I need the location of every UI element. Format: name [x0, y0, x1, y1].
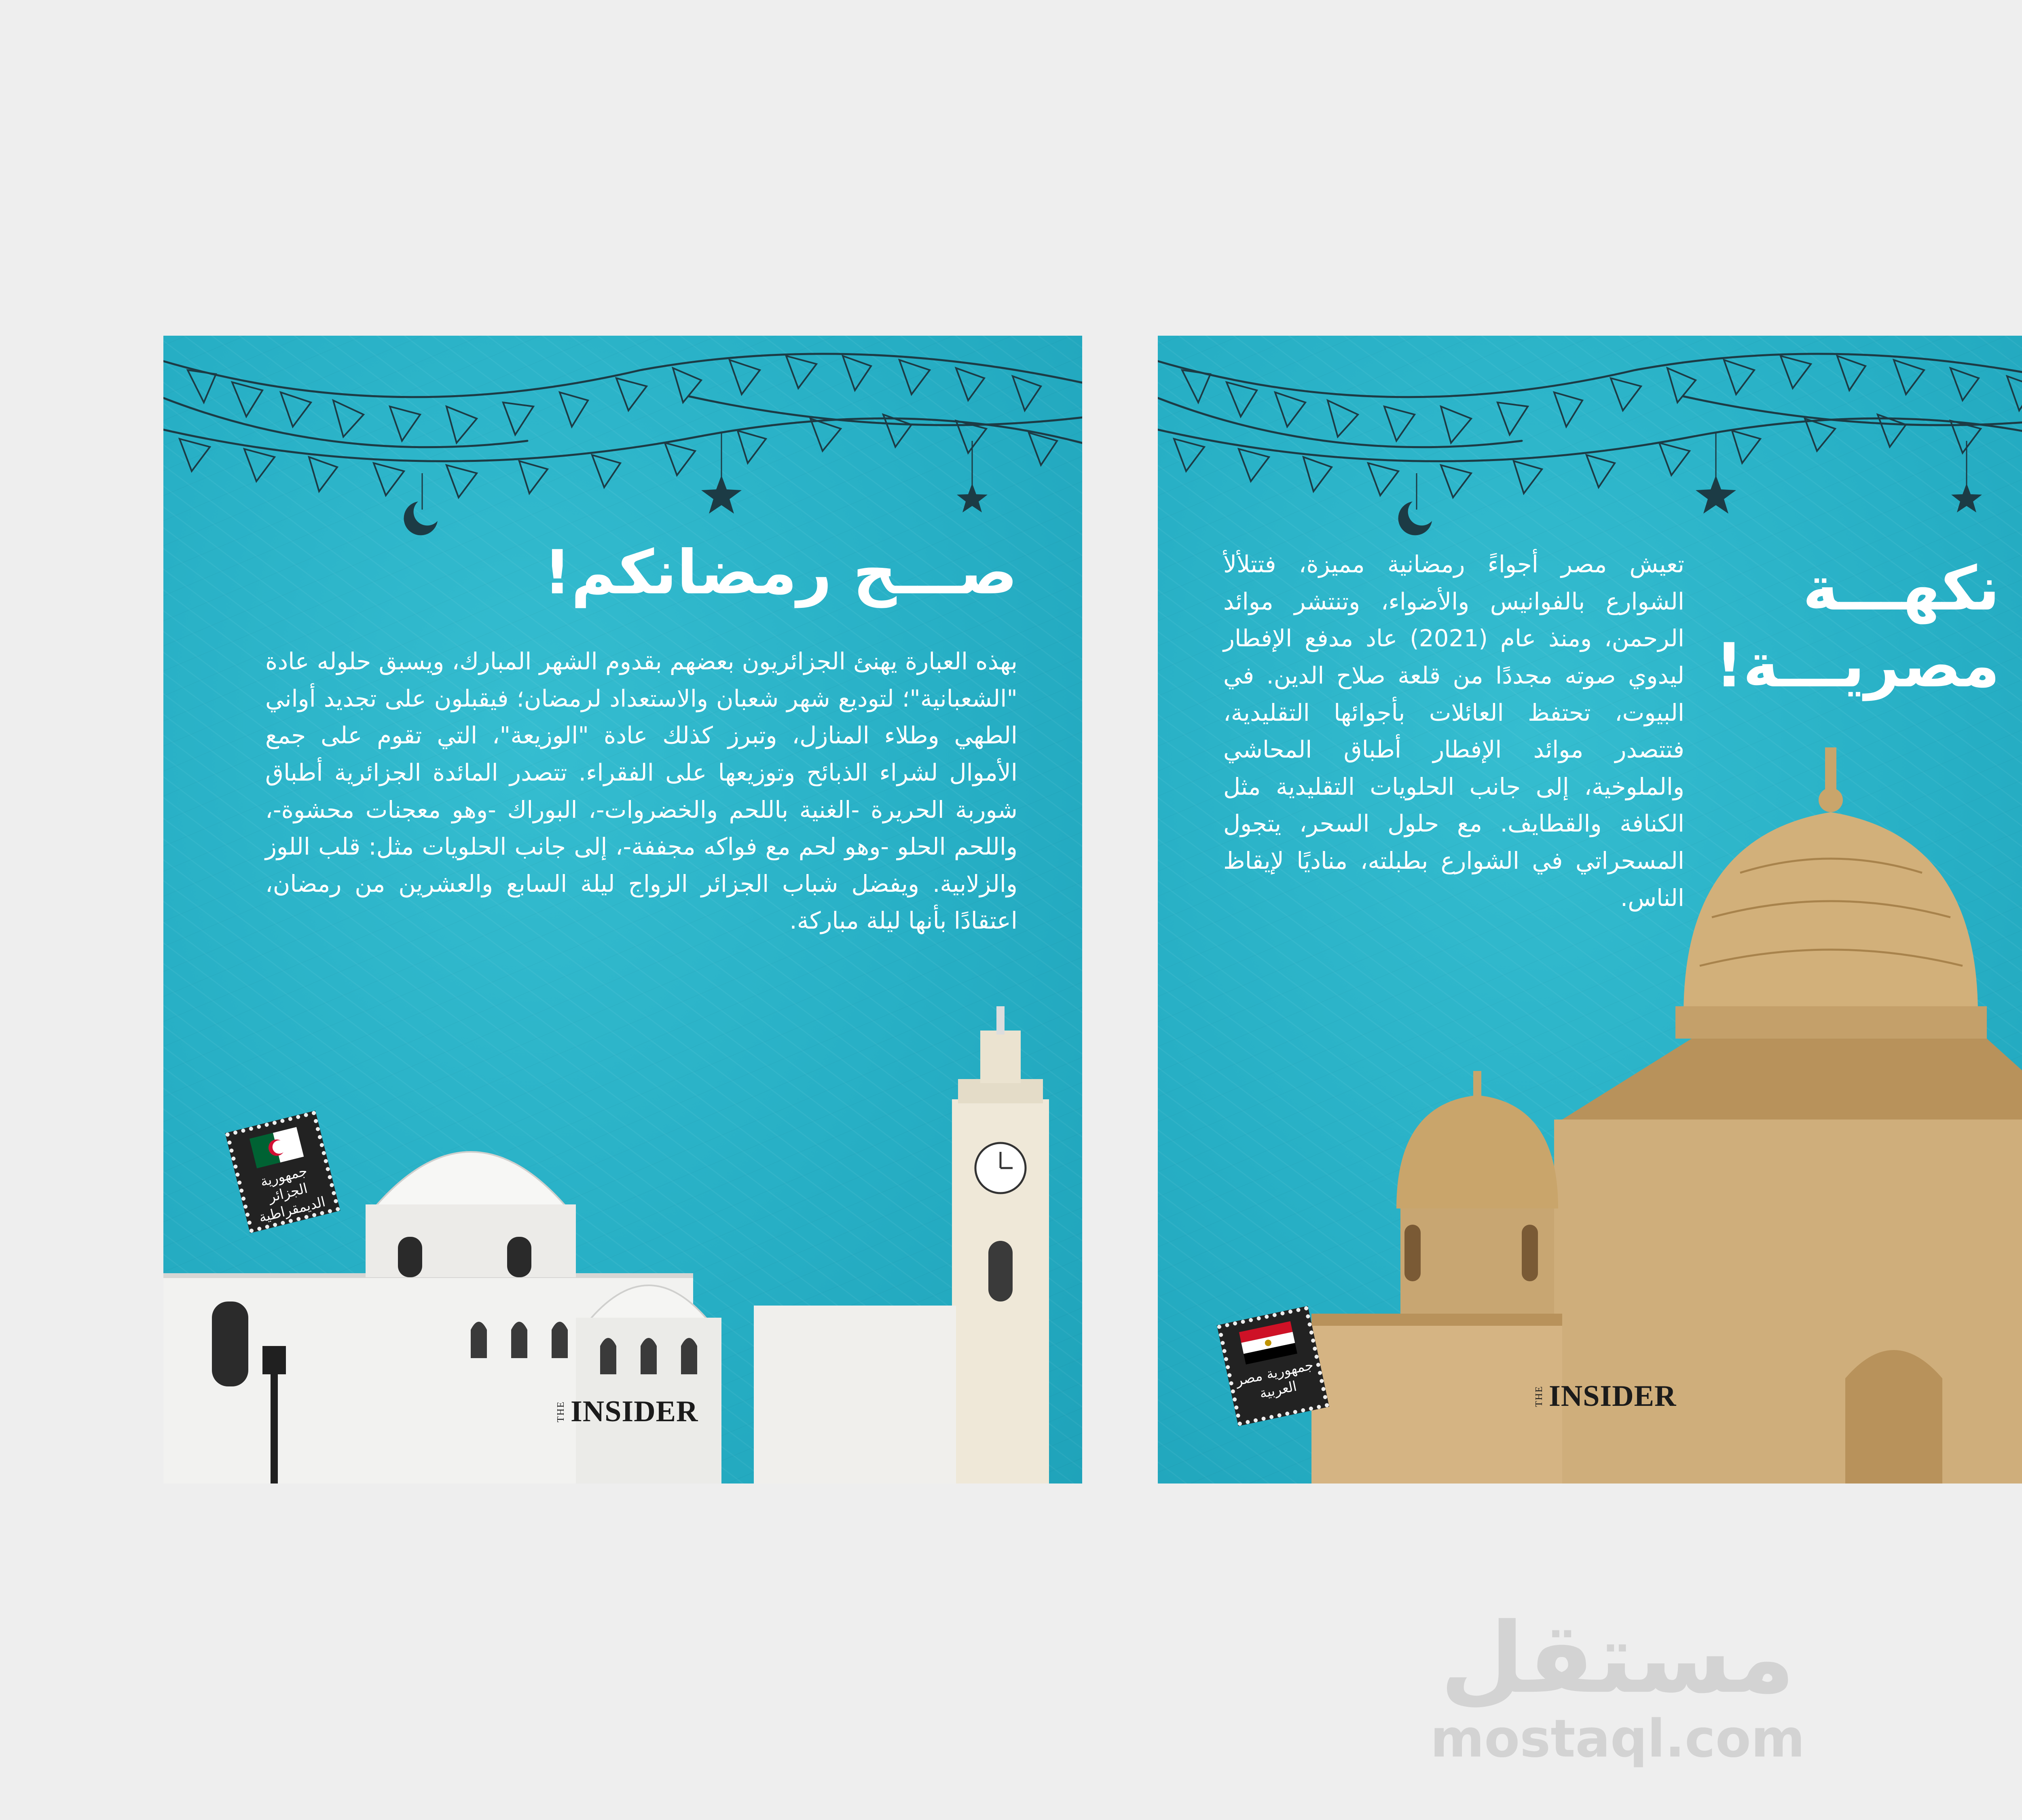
poster-title-line-2: مصريـــة! — [1715, 631, 2000, 701]
watermark-latin: mostaql.com — [1430, 1709, 1805, 1769]
stamp-label: جمهورية مصر العربية — [1234, 1357, 1315, 1402]
poster-body: تعيش مصر أجواءً رمضانية مميزة، فتتلألأ الشوارع بالفوانيس والأضواء، وتنتشر موائد الرحمن، ومنذ عام (2021) عاد مدفع الإفطار ليدوي صوته مجددًا من قلعة صلاح الدين. في البيوت، تحتفظ العائلات بأجوائها التقليدية، فتتصدر موائد الإفطار أطباق المحاشي والملوخية، إلى جانب الحلويات التقليدية مثل الكنافة والقطايف. مع حلول السحر، يتجول المسحراتي في الشوارع بطبلته، مناديًا لإيقاظ الناس. — [1223, 550, 1684, 912]
bunting-decoration — [163, 336, 1082, 546]
bunting-decoration — [1158, 336, 2022, 546]
flag-icon — [1239, 1321, 1297, 1365]
watermark-arabic: مستقل — [1440, 1602, 1795, 1715]
insider-logo: THE INSIDER — [556, 1395, 698, 1428]
stamp-label: جمهورية الجزائر الديمقراطية — [257, 1162, 327, 1226]
poster-title-line-1: نكهـــة — [1802, 554, 2000, 624]
poster-title: صـــح رمضانكم! — [543, 538, 1017, 608]
poster-body: بهذه العبارة يهنئ الجزائريون بعضهم بقدوم الشهر المبارك، ويسبق حلوله عادة "الشعبانية"؛ لتوديع شهر شعبان والاستعداد لرمضان؛ فيقبلون على تجديد أواني الطهي وطلاء المنازل، وتبرز كذلك عادة "الوزيعة"، التي تقوم على جمع الأموال لشراء الذبائح وتوزيعها على الفقراء. تتصدر المائدة الجزائرية أطباق شوربة الحريرة -الغنية باللحم والخضروات-، البوراك -وهو معجنات محشوة-، واللحم الحلو -وهو لحم مع فواكه مجففة-، إلى جانب الحلويات مثل: قلب اللوز والزلابية. ويفضل شباب الجزائر الزواج ليلة السابع والعشرين من رمضان، اعتقادًا بأنها ليلة مباركة. — [265, 648, 1017, 935]
poster-egypt — [1158, 336, 2022, 1484]
insider-logo: THE INSIDER — [1534, 1380, 1677, 1413]
poster-algeria — [163, 336, 1082, 1484]
mostaql-watermark — [1407, 1602, 1828, 1769]
flag-icon — [247, 1126, 306, 1169]
